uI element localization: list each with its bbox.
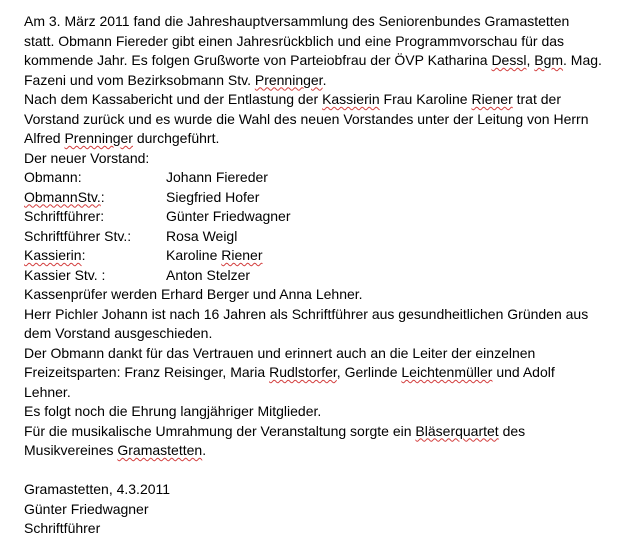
board-role [24, 266, 166, 286]
board-member-name: Karoline Riener [166, 247, 263, 263]
text-line: Am 3. März 2011 fand die Jahreshauptversammlung des Seniorenbundes Gramastetten [24, 13, 570, 29]
spellcheck-flagged-word: Gramastetten [117, 442, 203, 458]
board-role [24, 227, 166, 247]
spellcheck-flagged-word: Rudlstorfer [269, 364, 337, 380]
board-role [24, 168, 166, 188]
text-segment: Günter Friedwagner [166, 208, 291, 224]
text-line: statt. Obmann Fiereder gibt einen Jahresrückblich und eine Programmvorschau für das [24, 32, 565, 49]
spellcheck-flagged-word: Kassierin [24, 247, 82, 263]
spellcheck-flagged-word: Bläserquartet [415, 422, 499, 439]
signature-name: Günter Friedwagner [24, 500, 149, 517]
text-line: Nach dem Kassabericht und der Entlastung der Kassierin Frau Karoline Riener trat der [24, 91, 561, 107]
board-row [24, 227, 624, 247]
spellcheck-flagged-word: Prenninger [254, 71, 323, 88]
text-line: Lehner. [24, 383, 71, 400]
text-line: Vorstand zurück und es wurde die Wahl des neuen Vorstandes unter der Leitung von Herrn [24, 110, 589, 127]
spellcheck-flagged-word: Bgm [534, 52, 564, 68]
spellcheck-flagged-word: Riener [471, 91, 513, 107]
text-segment: Kassier Stv. : [24, 266, 106, 283]
signature-place-date: Gramastetten, 4.3.2011 [24, 481, 171, 497]
text-line: Es folgt noch die Ehrung langjähriger Mitglieder. [24, 403, 322, 419]
text-line: dem Vorstand ausgeschieden. [24, 325, 213, 341]
text-segment: Schriftführer Stv.: [24, 227, 132, 244]
board-member-name [166, 188, 259, 208]
board-heading: Der neuer Vorstand: [24, 149, 150, 166]
spellcheck-flagged-word: Leichtenmüller [401, 364, 493, 380]
spellcheck-flagged-word: Kassierin [322, 91, 380, 107]
blank-line [24, 461, 624, 481]
board-member-name [166, 227, 237, 247]
board-role [24, 207, 166, 227]
text-segment: Johann Fiereder [166, 169, 268, 185]
paragraph-meeting-intro [24, 12, 624, 90]
paragraph-election [24, 90, 624, 149]
text-segment: Siegfried Hofer [166, 188, 260, 205]
board-member-name [166, 266, 250, 286]
text-line: kommende Jahr. Es folgen Grußworte von Parteiobfrau der ÖVP Katharina Dessl, Bgm. Mag. [24, 52, 602, 68]
signature-title: Schriftführer [24, 520, 101, 536]
board-row [24, 246, 624, 266]
text-segment: Schriftführer: [24, 208, 105, 224]
text-segment: Rosa Weigl [166, 227, 238, 244]
spellcheck-flagged-word: Riener [221, 247, 263, 263]
text-line: Freizeitsparten: Franz Reisinger, Maria Rudlstorfer, Gerlinde Leichtenmüller und Adolf [24, 364, 555, 380]
board-member-name [166, 207, 291, 227]
text-line: Kassenprüfer werden Erhard Berger und Anna Lehner. [24, 286, 363, 302]
board-member-name [166, 168, 268, 188]
text-line: Fazeni und vom Bezirksobmann Stv. Prenninger. [24, 71, 327, 88]
text-line: Alfred Prenninger durchgeführt. [24, 130, 220, 146]
spellcheck-flagged-word: Dessl [491, 52, 527, 68]
paragraph-closing [24, 285, 624, 461]
text-line: Musikvereines Gramastetten. [24, 442, 207, 458]
board-role: Kassierin: [24, 247, 86, 263]
text-line: Der Obmann dankt für das Vertrauen und erinnert auch an die Leiter der einzelnen [24, 344, 536, 361]
text-line: Herr Pichler Johann ist nach 16 Jahren als Schriftführer aus gesundheitlichen Gründen aus [24, 305, 589, 322]
board-row [24, 266, 624, 286]
document-body[interactable] [24, 12, 624, 539]
board-role: ObmannStv.: [24, 188, 105, 205]
board-list [24, 168, 624, 285]
board-row [24, 168, 624, 188]
spellcheck-flagged-word: Prenninger [64, 130, 133, 146]
text-segment: Anton Stelzer [166, 266, 251, 283]
board-row [24, 188, 624, 208]
board-row [24, 207, 624, 227]
spellcheck-flagged-word: ObmannStv. [24, 188, 101, 205]
text-segment: Obmann: [24, 169, 82, 185]
text-segment: Fazeni [24, 71, 67, 88]
text-line: Für die musikalische Umrahmung der Veranstaltung sorgte ein Bläserquartet des [24, 422, 526, 439]
